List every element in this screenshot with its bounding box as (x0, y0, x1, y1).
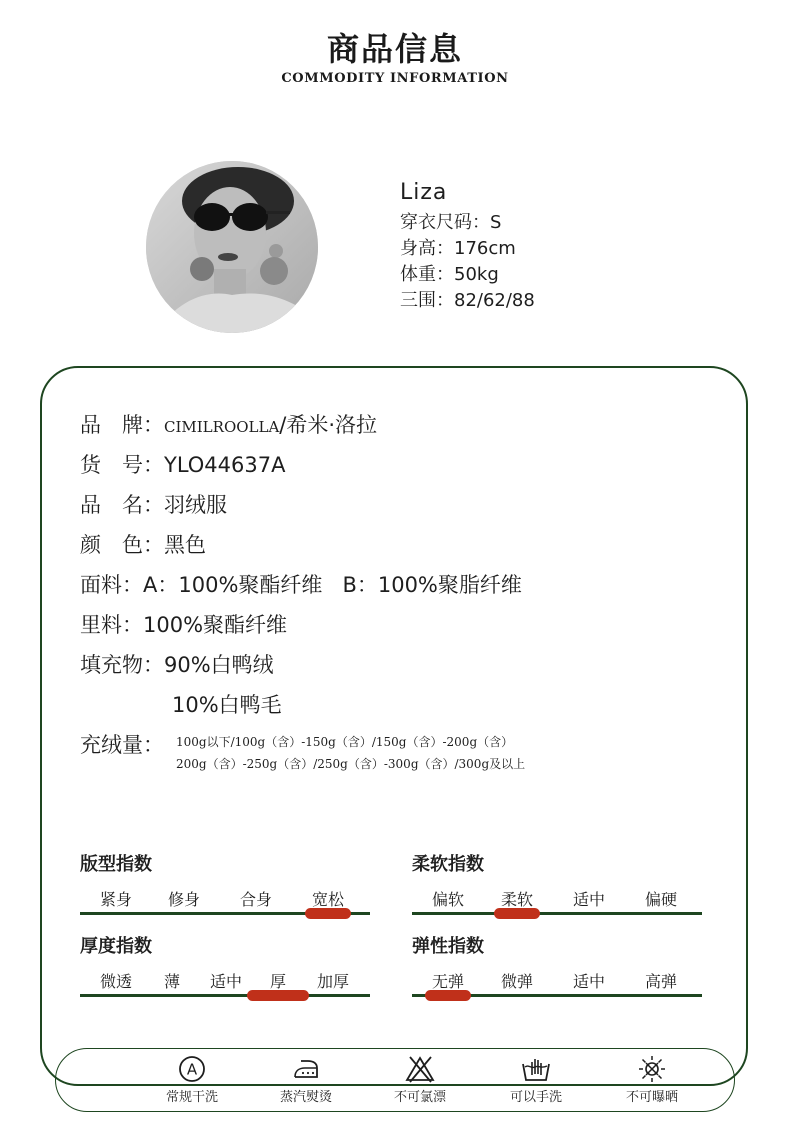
no-sun-dry-icon (637, 1055, 667, 1083)
care-item (251, 1055, 361, 1105)
index-option: 高弹 (644, 972, 677, 991)
index-option: 适中 (572, 890, 605, 909)
index-option: 偏软 (431, 890, 464, 909)
index-option: 宽松 (311, 890, 344, 909)
page-title: 商品信息 (326, 30, 463, 68)
spec-filling-2: 10%白鸭毛 (172, 693, 282, 717)
spec-fill-amount-2: 200g（含）-250g（含）/250g（含）-300g（含）/300g及以上 (176, 757, 526, 771)
index-track (80, 994, 370, 997)
index-option: 修身 (167, 890, 200, 909)
spec-fabric (80, 571, 522, 599)
index-option: 微透 (99, 972, 132, 991)
model-measurements: 三围：82/62/88 (400, 290, 535, 311)
index-option: 紧身 (99, 890, 132, 909)
spec-filling (80, 651, 274, 679)
spec-name-label: 品 名： (80, 493, 164, 517)
index-option: 厚 (269, 972, 286, 991)
model-info (400, 176, 535, 314)
care-item (365, 1055, 475, 1105)
dry-clean-a-icon (177, 1055, 207, 1083)
spec-name (80, 491, 227, 519)
care-item (137, 1055, 247, 1105)
brand-name-en: CIMILROOLLA (164, 418, 280, 436)
index-option: 柔软 (500, 890, 533, 909)
care-item (597, 1055, 707, 1105)
spec-color-label: 颜 色： (80, 533, 164, 557)
spec-sku (80, 451, 285, 479)
spec-fabric-label: 面料： (80, 573, 143, 597)
spec-fabric-a: A：100%聚酯纤维 (143, 573, 323, 597)
hand-wash-icon (521, 1055, 551, 1083)
model-size: 穿衣尺码：S (400, 212, 502, 233)
index-option: 微弹 (500, 972, 533, 991)
brand-name-cn: /希米·洛拉 (279, 413, 378, 437)
index-title: 弹性指数 (412, 936, 484, 957)
spec-sku-value: YLO44637A (164, 453, 286, 477)
index-title: 版型指数 (80, 854, 152, 875)
index-option: 适中 (209, 972, 242, 991)
index-option: 偏硬 (644, 890, 677, 909)
care-item (481, 1055, 591, 1105)
index-option: 适中 (572, 972, 605, 991)
spec-brand (80, 411, 377, 441)
spec-fabric-b: B：100%聚脂纤维 (342, 573, 522, 597)
care-label: 常规干洗 (165, 1090, 218, 1105)
spec-filling-label: 填充物： (80, 653, 164, 677)
spec-lining-label: 里料： (80, 613, 143, 637)
svg-text:A: A (186, 1060, 198, 1079)
spec-filling-1: 90%白鸭绒 (164, 653, 274, 677)
spec-color (80, 531, 206, 559)
spec-name-value: 羽绒服 (164, 493, 227, 517)
care-label: 可以手洗 (509, 1090, 562, 1105)
spec-lining (80, 611, 287, 639)
model-name: Liza (400, 180, 448, 205)
index-title: 厚度指数 (80, 936, 152, 957)
index-option: 无弹 (431, 972, 464, 991)
index-option: 薄 (163, 972, 180, 991)
model-height: 身高：176cm (400, 238, 516, 259)
page-subtitle: COMMODITY INFORMATION (281, 71, 509, 86)
spec-fill-amount-1: 100g以下/100g（含）-150g（含）/150g（含）-200g（含） (176, 735, 514, 749)
no-bleach-icon (405, 1055, 435, 1083)
model-weight: 体重：50kg (400, 264, 499, 285)
index-title: 柔软指数 (412, 854, 484, 875)
spec-lining-value: 100%聚酯纤维 (143, 613, 288, 637)
steam-iron-icon (291, 1055, 321, 1083)
care-label: 蒸汽熨烫 (279, 1090, 332, 1105)
care-label: 不可曝晒 (625, 1090, 678, 1105)
index-option: 合身 (239, 890, 272, 909)
spec-fill-amount-label: 充绒量： (80, 733, 164, 757)
index-option: 加厚 (316, 972, 349, 991)
model-avatar (146, 161, 318, 333)
spec-brand-label: 品 牌： (80, 413, 164, 437)
spec-color-value: 黑色 (164, 533, 206, 557)
care-label: 不可氯漂 (393, 1090, 446, 1105)
spec-sku-label: 货 号： (80, 453, 164, 477)
index-track (412, 912, 702, 915)
